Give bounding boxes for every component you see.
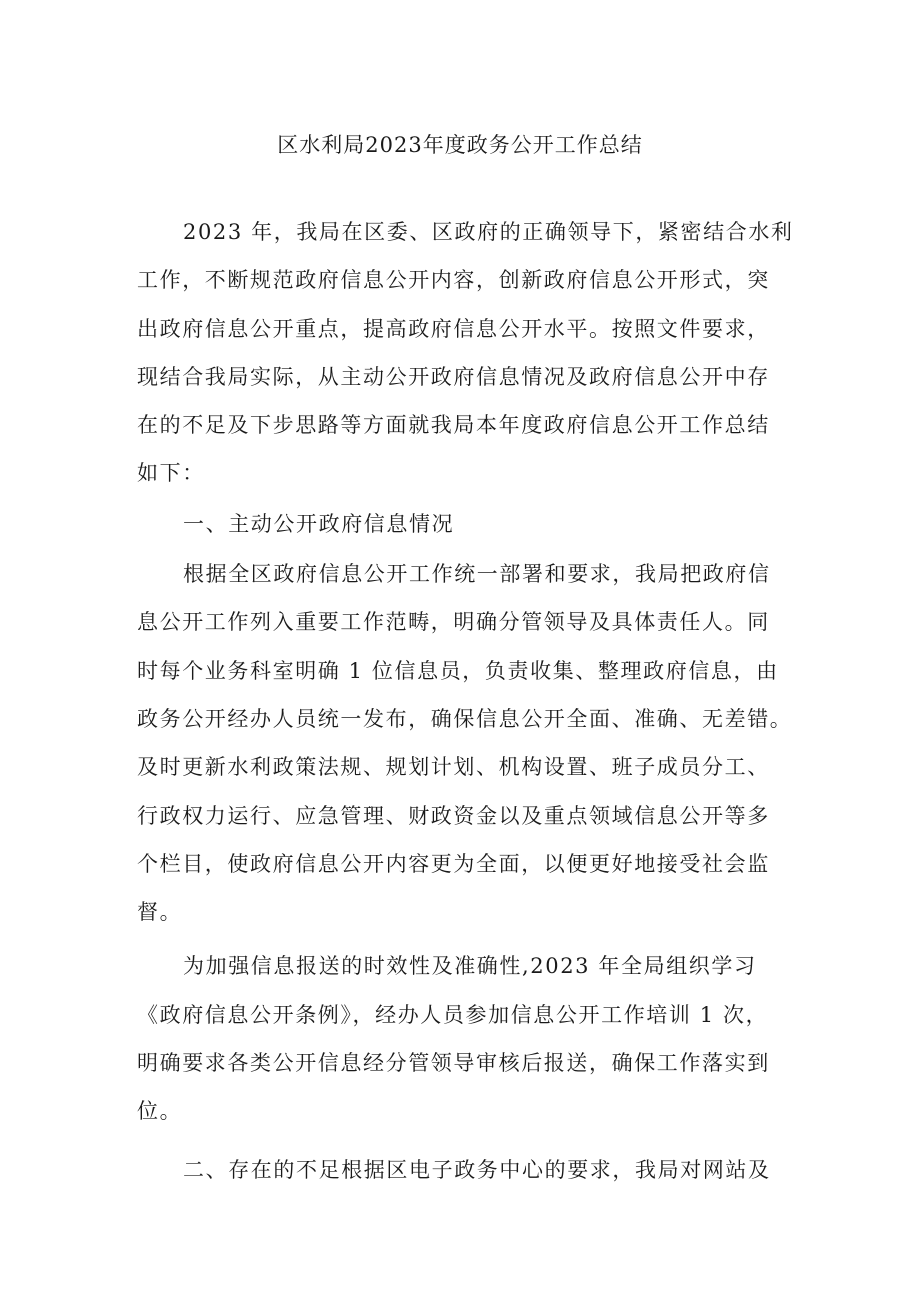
section-heading-text: 一、主动公开政府信息情况 xyxy=(183,511,455,536)
text-line: 政务公开经办人员统一发布，确保信息公开全面、准确、无差错。 xyxy=(137,706,793,731)
document-title: 区水利局2023年度政务公开工作总结 xyxy=(277,133,643,157)
text-line: 个栏目，使政府信息公开内容更为全面，以便更好地接受社会监 xyxy=(137,851,770,876)
text-line: 工作，不断规范政府信息公开内容，创新政府信息公开形式，突 xyxy=(137,268,770,293)
text-line: 如下： xyxy=(137,461,205,486)
text-line: 时每个业务科室明确 1 位信息员，负责收集、整理政府信息，由 xyxy=(137,658,779,683)
text-line: 《政府信息公开条例》，经办人员参加信息公开工作培训 1 次， xyxy=(137,1002,769,1027)
section-heading-2 xyxy=(137,1146,797,1194)
text-line: 根据全区政府信息公开工作统一部署和要求，我局把政府信 xyxy=(183,562,771,587)
section-1-paragraph xyxy=(137,550,797,936)
intro-paragraph xyxy=(137,208,797,498)
text-line: 及时更新水利政策法规、规划计划、机构设置、班子成员分工、 xyxy=(137,755,770,780)
text-line: 督。 xyxy=(137,900,183,925)
document-body xyxy=(137,208,797,1194)
text-line: 位。 xyxy=(137,1099,183,1124)
text-line: 出政府信息公开重点，提高政府信息公开水平。按照文件要求， xyxy=(137,316,770,341)
text-line: 行政权力运行、应急管理、财政资金以及重点领域信息公开等多 xyxy=(137,803,770,828)
text-line: 息公开工作列入重要工作范畴，明确分管领导及具体责任人。同 xyxy=(137,610,770,635)
text-line: 现结合我局实际，从主动公开政府信息情况及政府信息公开中存 xyxy=(137,364,770,389)
text-line: 在的不足及下步思路等方面就我局本年度政府信息公开工作总结 xyxy=(137,413,770,438)
section-heading-text: 二、存在的不足根据区电子政务中心的要求，我局对网站及 xyxy=(183,1157,771,1182)
text-line: 为加强信息报送的时效性及准确性,2023 年全局组织学习 xyxy=(183,954,757,979)
text-line: 2023 年，我局在区委、区政府的正确领导下，紧密结合水利 xyxy=(183,220,794,244)
section-heading-1 xyxy=(137,500,797,548)
text-line: 明确要求各类公开信息经分管领导审核后报送，确保工作落实到 xyxy=(137,1051,770,1076)
section-1-paragraph-2 xyxy=(137,942,797,1135)
